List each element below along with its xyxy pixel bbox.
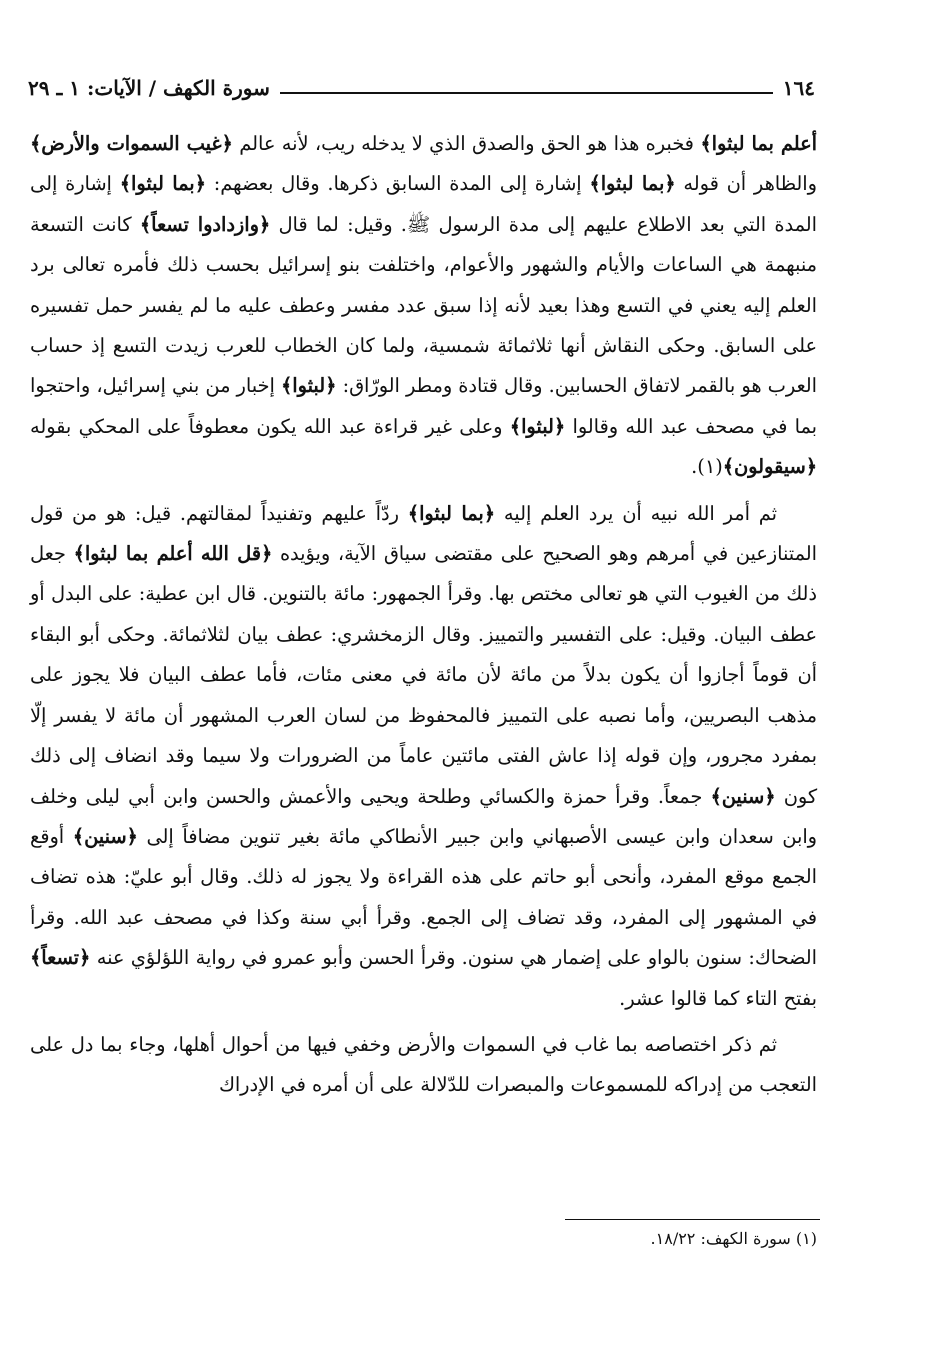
- main-text: [30, 124, 817, 1106]
- text-run: ثم ذكر اختصاصه بما غاب في السموات والأرض وخفي فيها من أحوال أهلها، وجاء بما دل على التعجب من إدراكه للمسموعات والمبصرات للدّلالة على أن أمره في الإدراك: [30, 1032, 817, 1097]
- quran-quote: ﴿سيقولون﴾: [722, 455, 817, 479]
- quran-quote: ﴿تسعاً﴾: [30, 946, 91, 970]
- page-number: ١٦٤: [782, 76, 815, 100]
- text-run: إشارة إلى المدة التي بعد الاطلاع عليهم إلى مدة الرسول ﷺ. وقيل: لما قال: [30, 172, 817, 236]
- quran-quote: ﴿بما لبثوا﴾: [589, 172, 676, 196]
- quran-quote: ﴿بما لبثوا﴾: [407, 501, 496, 525]
- quran-quote: ﴿سنين﴾: [710, 784, 776, 808]
- quran-quote: ﴿غيب السموات والأرض﴾: [30, 132, 233, 155]
- text-run: وعلى غير قراءة عبد الله يكون معطوفاً على المحكي بقوله: [30, 414, 510, 438]
- paragraph: [30, 494, 817, 1019]
- running-title: سورة الكهف / الآيات: ١ ـ ٢٩: [28, 76, 270, 100]
- quran-quote: ﴿قل الله أعلم بما لبثوا﴾: [73, 542, 273, 566]
- header-rule: [280, 92, 773, 94]
- text-run: جعل ذلك من الغيوب التي هو تعالى مختص بها. وقرأ الجمهور: مائة بالتنوين. قال ابن عطية: على البدل أو عطف البيان. وقيل: على التفسير والتمييز. وقال الزمخشري: عطف بيان لثلاثمائة. وحكى أبو البقاء أن قوماً أجازوا أن يكون بدلاً من مائة لأن مائة في معنى مئات، فأما عطف البيان فلا يجوز على مذهب البصريين، وأما نصبه على التمييز فالمحفوظ من لسان العرب المشهور أن مائة لا يفسر إلّا بمفرد مجرور، وإن قوله إذا عاش الفتى مائتين عاماً من الضرورات ولا سيما وقد انضاف إلى ذلك كون: [30, 542, 817, 808]
- paragraph: [30, 1025, 817, 1106]
- page-header: [28, 70, 815, 106]
- text-run: جمعاً. وقرأ حمزة والكسائي وطلحة ويحيى والأعمش والحسن وابن أبي ليلى وخلف وابن سعدان وابن عيسى الأصبهاني وابن جبير الأنطاكي مائة بغير تنوين مضافاً إلى: [30, 784, 817, 848]
- quran-quote: ﴿وازدادوا تسعاً﴾: [139, 212, 271, 236]
- paragraph: [30, 124, 817, 488]
- footnote: (١) سورة الكهف: ١٨/٢٢.: [650, 1229, 817, 1248]
- text-run: بفتح التاء كما قالوا عشر.: [619, 986, 817, 1010]
- quran-quote: أعلم بما لبثوا﴾: [700, 132, 817, 155]
- text-run: (١).: [691, 455, 723, 479]
- text-run: أوقع الجمع موقع المفرد، وأنحى أبو حاتم على هذه القراءة ولا يجوز له ذلك. وقال أبو عليّ: هذه تضاف في المشهور إلى المفرد، وقد تضاف إلى الجمع. وقرأ أبي سنة وكذا في مصحف عبد الله. وقرأ الضحاك: سنون بالواو على إضمار هي سنون. وقرأ الحسن وأبو عمرو في رواية اللؤلؤي عنه: [30, 824, 817, 970]
- text-run: إشارة إلى المدة السابق ذكرها. وقال بعضهم:: [205, 172, 590, 196]
- text-run: ثم أمر الله نبيه أن يرد العلم إليه: [495, 501, 778, 525]
- quran-quote: ﴿لبثوا﴾: [280, 374, 337, 398]
- text-run: ردّاً عليهم وتفنيداً لمقالتهم. قيل: هو من قول المتنازعين في أمرهم وهو الصحيح على مقتضى سياق الآية، ويؤيده: [30, 501, 818, 566]
- quran-quote: ﴿سنين﴾: [72, 824, 138, 848]
- text-run: إخبار من بني إسرائيل، واحتجوا بما في مصحف عبد الله وقالوا: [30, 374, 817, 438]
- quran-quote: ﴿لبثوا﴾: [509, 414, 566, 438]
- footnote-separator: [565, 1219, 820, 1220]
- text-run: فخبره هذا هو الحق والصدق الذي لا يدخله ريب، لأنه عالم: [232, 132, 701, 155]
- text-run: كانت التسعة منبهمة هي الساعات والأيام والشهور والأعوام، واختلفت بنو إسرائيل بحسب ذلك فأمره تعالى برد العلم إليه يعني في التسع وهذا بعيد لأنه إذا سبق عدد مفسر وعطف عليه ما لم يفسر حمل تفسيره على السابق. وحكى النقاش أنها ثلاثمائة شمسية، ولما كان الخطاب للعرب زيدت التسع إذ حساب العرب هو بالقمر لاتفاق الحسابين. وقال قتادة ومطر الورّاق:: [30, 212, 817, 398]
- quran-quote: ﴿بما لبثوا﴾: [119, 172, 206, 196]
- text-run: والظاهر أن قوله: [675, 172, 817, 196]
